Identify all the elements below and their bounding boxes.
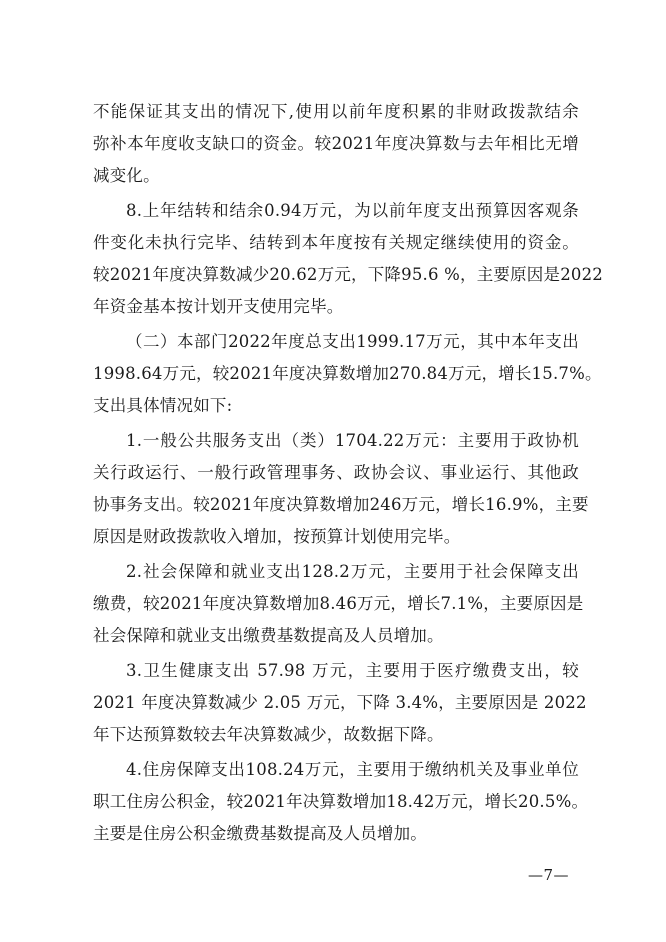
text-line: 原因是财政拨款收入增加，按预算计划使用完毕。 bbox=[93, 527, 461, 546]
text-line: 2.社会保障和就业支出128.2万元，主要用于社会保障支出 bbox=[126, 562, 579, 581]
text-line: （二）本部门2022年度总支出1999.17万元，其中本年支出 bbox=[126, 332, 579, 351]
text-line: 4.住房保障支出108.24万元，主要用于缴纳机关及事业单位 bbox=[126, 760, 579, 779]
paragraph-item-1 bbox=[93, 425, 589, 553]
text-line: 不能保证其支出的情况下,使用以前年度积累的非财政拨款结余 bbox=[93, 102, 579, 121]
text-line: 社会保障和就业支出缴费基数提高及人员增加。 bbox=[93, 626, 444, 645]
text-line: 1998.64万元，较2021年度决算数增加270.84万元，增长15.7%。 bbox=[93, 364, 602, 383]
text-line: 年资金基本按计划开支使用完毕。 bbox=[93, 297, 344, 316]
text-line: 8.上年结转和结余0.94万元，为以前年度支出预算因客观条 bbox=[126, 201, 579, 220]
text-line: 件变化未执行完毕、结转到本年度按有关规定继续使用的资金。 bbox=[93, 233, 579, 252]
page-number: —7— bbox=[528, 866, 570, 884]
paragraph-carryover bbox=[93, 96, 579, 192]
text-line: 较2021年度决算数减少20.62万元，下降95.6 %，主要原因是2022 bbox=[93, 265, 603, 284]
paragraph-item-4 bbox=[93, 754, 589, 850]
text-line: 协事务支出。较2021年度决算数增加246万元，增长16.9%，主要 bbox=[93, 495, 589, 514]
text-line: 减变化。 bbox=[93, 166, 160, 185]
paragraph-item-2 bbox=[93, 556, 584, 652]
text-line: 职工住房公积金，较2021年决算数增加18.42万元，增长20.5%。 bbox=[93, 792, 589, 811]
paragraph-total-expenditure bbox=[93, 326, 602, 422]
paragraph-item-8 bbox=[93, 195, 603, 323]
text-line: 弥补本年度收支缺口的资金。较2021年度决算数与去年相比无增 bbox=[93, 134, 579, 153]
paragraph-item-3 bbox=[93, 655, 587, 751]
text-line: 主要是住房公积金缴费基数提高及人员增加。 bbox=[93, 824, 427, 843]
text-line: 3.卫生健康支出 57.98 万元，主要用于医疗缴费支出，较 bbox=[126, 661, 579, 680]
text-line: 关行政运行、一般行政管理事务、政协会议、事业运行、其他政 bbox=[93, 463, 579, 482]
text-line: 年下达预算数较去年决算数减少，故数据下降。 bbox=[93, 725, 444, 744]
text-line: 2021 年度决算数减少 2.05 万元，下降 3.4%，主要原因是 2022 bbox=[93, 693, 587, 712]
document-body bbox=[93, 96, 603, 850]
text-line: 缴费，较2021年度决算数增加8.46万元，增长7.1%，主要原因是 bbox=[93, 594, 584, 613]
text-line: 支出具体情况如下: bbox=[93, 396, 233, 415]
text-line: 1.一般公共服务支出（类）1704.22万元：主要用于政协机 bbox=[126, 431, 579, 450]
